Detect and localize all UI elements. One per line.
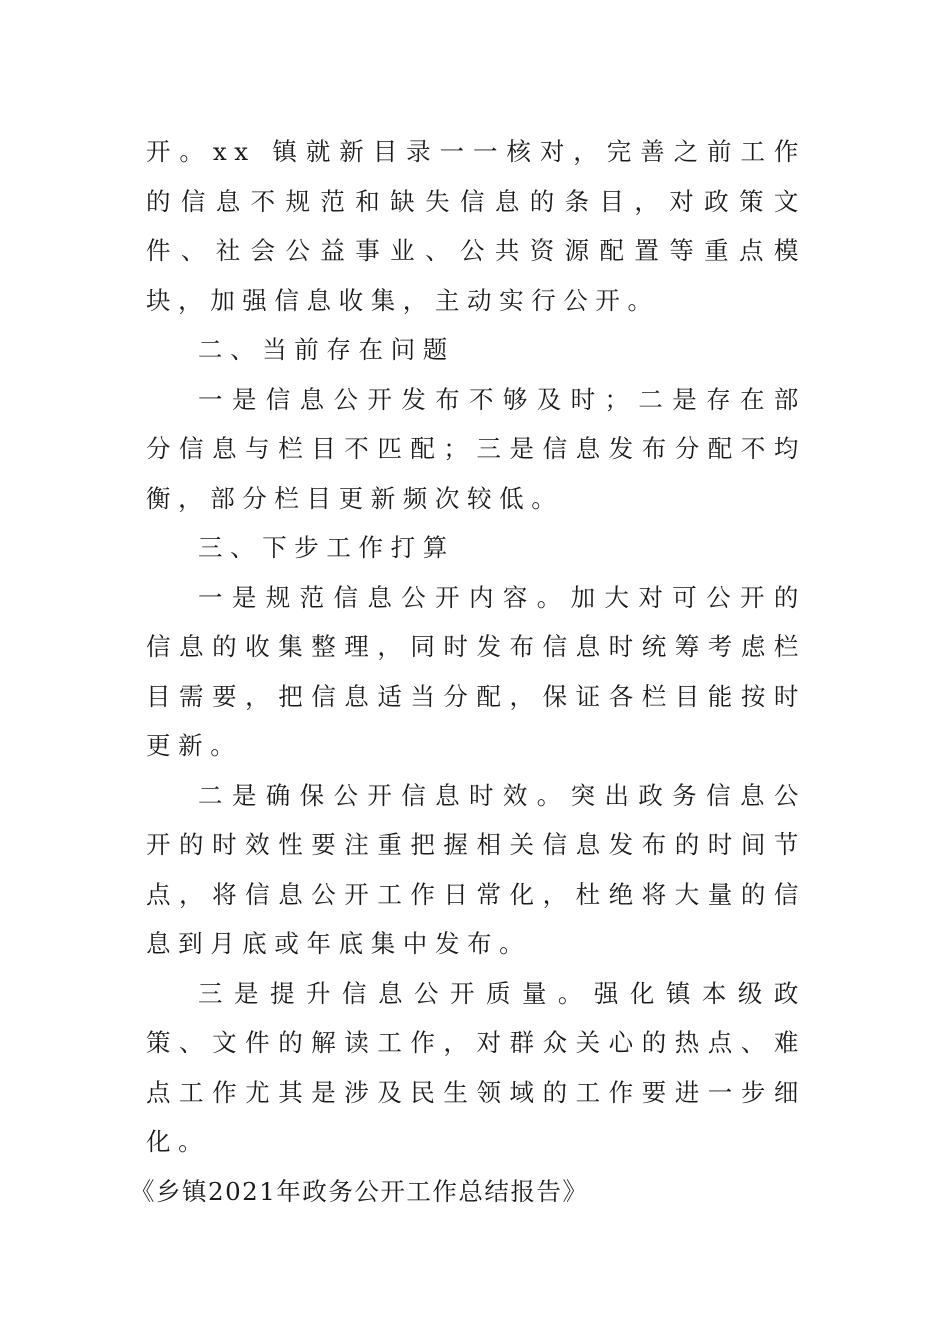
paragraph-timeliness: 二是确保公开信息时效。突出政务信息公开的时效性要注重把握相关信息发布的时间节点，将信息公开工作日常化，杜绝将大量的信息到月底或年底集中发布。 (146, 780, 806, 958)
paragraph-problems: 一是信息公开发布不够及时；二是存在部分信息与栏目不匹配；三是信息发布分配不均衡，部分栏目更新频次较低。 (146, 384, 806, 513)
paragraph-continuation: 开。xx 镇就新目录一一核对，完善之前工作的信息不规范和缺失信息的条目，对政策文件、社会公益事业、公共资源配置等重点模块，加强信息收集，主动实行公开。 (146, 137, 806, 315)
paragraph-quality: 三是提升信息公开质量。强化镇本级政策、文件的解读工作，对群众关心的热点、难点工作尤其是涉及民生领域的工作要进一步细化。 (146, 978, 806, 1156)
section-heading-current-problems: 二、当前存在问题 (198, 335, 455, 364)
closing-title: 《乡镇2021年政务公开工作总结报告》 (130, 1176, 589, 1206)
paragraph-standardize-content: 一是规范信息公开内容。加大对可公开的信息的收集整理，同时发布信息时统筹考虑栏目需要，把信息适当分配，保证各栏目能按时更新。 (146, 582, 806, 760)
document-body (130, 127, 806, 1216)
section-heading-next-steps: 三、下步工作打算 (198, 533, 455, 562)
